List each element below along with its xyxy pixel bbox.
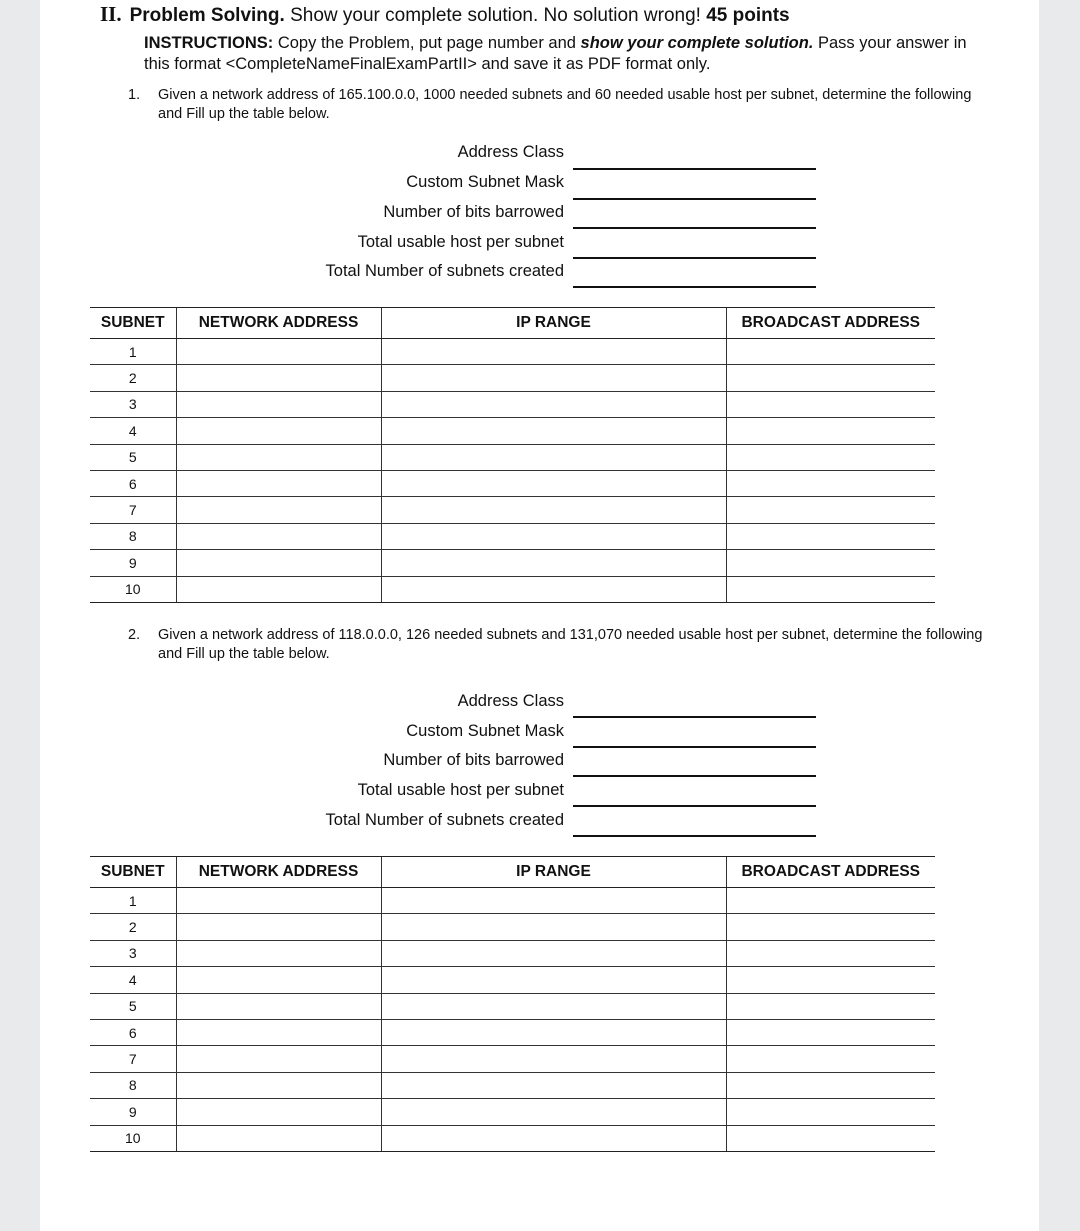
broadcast-address-cell[interactable]: [726, 550, 935, 576]
network-address-cell[interactable]: [176, 391, 381, 417]
answer-blank[interactable]: [573, 716, 816, 718]
field-custom-subnet-mask: [40, 721, 1039, 751]
field-bits-borrowed: [40, 202, 1039, 232]
field-label: Total usable host per subnet: [357, 233, 564, 251]
network-address-cell[interactable]: [176, 470, 381, 496]
instructions-text-1: Copy the Problem, put page number and: [277, 34, 576, 52]
ip-range-cell[interactable]: [381, 967, 726, 993]
header-network-address: NETWORK ADDRESS: [176, 308, 381, 339]
subnet-number: 8: [90, 1072, 176, 1098]
network-address-cell[interactable]: [176, 365, 381, 391]
ip-range-cell[interactable]: [381, 550, 726, 576]
header-subnet: SUBNET: [90, 308, 176, 339]
broadcast-address-cell[interactable]: [726, 523, 935, 549]
field-label: Custom Subnet Mask: [406, 173, 564, 191]
broadcast-address-cell[interactable]: [726, 940, 935, 966]
instructions-text-2: Pass your answer in this format <CompleteNameFinalExamPartII> and save it as PDF format only.: [144, 34, 967, 73]
subnet-number: 1: [90, 888, 176, 914]
subnet-number: 10: [90, 1125, 176, 1151]
table-row: [90, 1072, 935, 1098]
broadcast-address-cell[interactable]: [726, 914, 935, 940]
network-address-cell[interactable]: [176, 1019, 381, 1045]
broadcast-address-cell[interactable]: [726, 339, 935, 365]
table-row: [90, 1046, 935, 1072]
ip-range-cell[interactable]: [381, 1072, 726, 1098]
section-subtitle: Show your complete solution. No solution wrong!: [290, 5, 701, 26]
table-header-row: [90, 857, 935, 888]
header-ip-range: IP RANGE: [381, 308, 726, 339]
field-label: Total Number of subnets created: [325, 811, 564, 829]
table-row: [90, 523, 935, 549]
field-label: Custom Subnet Mask: [406, 722, 564, 740]
table-header-row: [90, 308, 935, 339]
network-address-cell[interactable]: [176, 523, 381, 549]
broadcast-address-cell[interactable]: [726, 365, 935, 391]
broadcast-address-cell[interactable]: [726, 418, 935, 444]
field-label: Total usable host per subnet: [357, 781, 564, 799]
ip-range-cell[interactable]: [381, 914, 726, 940]
header-broadcast-address: BROADCAST ADDRESS: [726, 857, 935, 888]
subnet-table-1: [90, 307, 935, 603]
answer-blank[interactable]: [573, 775, 816, 777]
field-usable-hosts: [40, 232, 1039, 262]
network-address-cell[interactable]: [176, 444, 381, 470]
field-total-subnets: [40, 810, 1039, 840]
subnet-number: 6: [90, 1019, 176, 1045]
ip-range-cell[interactable]: [381, 888, 726, 914]
network-address-cell[interactable]: [176, 888, 381, 914]
header-broadcast-address: BROADCAST ADDRESS: [726, 308, 935, 339]
ip-range-cell[interactable]: [381, 1019, 726, 1045]
field-custom-subnet-mask: [40, 172, 1039, 202]
problem-text: Given a network address of 118.0.0.0, 126 needed subnets and 131,070 needed usable host per subnet, determine the following and Fill up the table below.: [158, 627, 983, 662]
section-numeral: II.: [100, 2, 122, 26]
subnet-number: 3: [90, 940, 176, 966]
problem-text: Given a network address of 165.100.0.0, 1000 needed subnets and 60 needed usable host per subnet, determine the following and Fill up the table below.: [158, 87, 972, 122]
answer-blank[interactable]: [573, 835, 816, 837]
header-network-address: NETWORK ADDRESS: [176, 857, 381, 888]
table-row: [90, 339, 935, 365]
answer-blank[interactable]: [573, 198, 816, 200]
answer-blank[interactable]: [573, 227, 816, 229]
ip-range-cell[interactable]: [381, 1099, 726, 1125]
network-address-cell[interactable]: [176, 418, 381, 444]
network-address-cell[interactable]: [176, 1125, 381, 1151]
table-row: [90, 1099, 935, 1125]
network-address-cell[interactable]: [176, 497, 381, 523]
table-row: [90, 1125, 935, 1151]
network-address-cell[interactable]: [176, 967, 381, 993]
table-row: [90, 418, 935, 444]
problem-number: 2.: [128, 627, 141, 643]
table-row: [90, 940, 935, 966]
broadcast-address-cell[interactable]: [726, 1125, 935, 1151]
ip-range-cell[interactable]: [381, 444, 726, 470]
ip-range-cell[interactable]: [381, 993, 726, 1019]
field-label: Address Class: [457, 692, 564, 710]
subnet-number: 6: [90, 470, 176, 496]
ip-range-cell[interactable]: [381, 523, 726, 549]
broadcast-address-cell[interactable]: [726, 576, 935, 602]
broadcast-address-cell[interactable]: [726, 444, 935, 470]
document-page: [40, 0, 1039, 1231]
network-address-cell[interactable]: [176, 550, 381, 576]
ip-range-cell[interactable]: [381, 470, 726, 496]
subnet-number: 3: [90, 391, 176, 417]
field-bits-borrowed: [40, 750, 1039, 780]
subnet-number: 1: [90, 339, 176, 365]
answer-blank[interactable]: [573, 286, 816, 288]
instructions-label: INSTRUCTIONS:: [144, 34, 274, 52]
broadcast-address-cell[interactable]: [726, 1099, 935, 1125]
broadcast-address-cell[interactable]: [726, 993, 935, 1019]
network-address-cell[interactable]: [176, 576, 381, 602]
subnet-number: 10: [90, 576, 176, 602]
ip-range-cell[interactable]: [381, 339, 726, 365]
network-address-cell[interactable]: [176, 993, 381, 1019]
subnet-number: 2: [90, 914, 176, 940]
network-address-cell[interactable]: [176, 1099, 381, 1125]
subnet-number: 5: [90, 993, 176, 1019]
broadcast-address-cell[interactable]: [726, 497, 935, 523]
section-title: Problem Solving.: [129, 5, 285, 26]
instructions: [144, 33, 974, 75]
ip-range-cell[interactable]: [381, 1125, 726, 1151]
subnet-number: 7: [90, 1046, 176, 1072]
table-row: [90, 576, 935, 602]
subnet-number: 5: [90, 444, 176, 470]
table-row: [90, 497, 935, 523]
problem-number: 1.: [128, 87, 141, 103]
table-row: [90, 470, 935, 496]
network-address-cell[interactable]: [176, 339, 381, 365]
broadcast-address-cell[interactable]: [726, 1072, 935, 1098]
table-row: [90, 993, 935, 1019]
answer-blank[interactable]: [573, 805, 816, 807]
answer-blank[interactable]: [573, 746, 816, 748]
broadcast-address-cell[interactable]: [726, 470, 935, 496]
table-row: [90, 444, 935, 470]
table-row: [90, 391, 935, 417]
subnet-number: 9: [90, 550, 176, 576]
subnet-number: 8: [90, 523, 176, 549]
field-address-class: [40, 142, 1039, 172]
field-label: Total Number of subnets created: [325, 262, 564, 280]
network-address-cell[interactable]: [176, 940, 381, 966]
ip-range-cell[interactable]: [381, 497, 726, 523]
ip-range-cell[interactable]: [381, 365, 726, 391]
subnet-number: 4: [90, 967, 176, 993]
field-usable-hosts: [40, 780, 1039, 810]
broadcast-address-cell[interactable]: [726, 1019, 935, 1045]
section-heading: [100, 2, 1000, 28]
network-address-cell[interactable]: [176, 914, 381, 940]
field-label: Address Class: [457, 143, 564, 161]
field-label: Number of bits barrowed: [383, 751, 564, 769]
subnet-number: 9: [90, 1099, 176, 1125]
ip-range-cell[interactable]: [381, 576, 726, 602]
ip-range-cell[interactable]: [381, 940, 726, 966]
field-address-class: [40, 691, 1039, 721]
answer-blank[interactable]: [573, 257, 816, 259]
ip-range-cell[interactable]: [381, 418, 726, 444]
answer-blank[interactable]: [573, 168, 816, 170]
subnet-table-2: [90, 856, 935, 1152]
subnet-number: 2: [90, 365, 176, 391]
table-row: [90, 888, 935, 914]
field-total-subnets: [40, 261, 1039, 291]
table-row: [90, 967, 935, 993]
section-points: 45 points: [706, 5, 790, 26]
field-label: Number of bits barrowed: [383, 203, 564, 221]
broadcast-address-cell[interactable]: [726, 967, 935, 993]
broadcast-address-cell[interactable]: [726, 1046, 935, 1072]
table-row: [90, 1019, 935, 1045]
header-subnet: SUBNET: [90, 857, 176, 888]
instructions-emphasis: show your complete solution.: [580, 34, 814, 52]
table-row: [90, 914, 935, 940]
table-row: [90, 365, 935, 391]
broadcast-address-cell[interactable]: [726, 391, 935, 417]
table-row: [90, 550, 935, 576]
broadcast-address-cell[interactable]: [726, 888, 935, 914]
ip-range-cell[interactable]: [381, 1046, 726, 1072]
subnet-number: 7: [90, 497, 176, 523]
network-address-cell[interactable]: [176, 1072, 381, 1098]
subnet-number: 4: [90, 418, 176, 444]
header-ip-range: IP RANGE: [381, 857, 726, 888]
network-address-cell[interactable]: [176, 1046, 381, 1072]
ip-range-cell[interactable]: [381, 391, 726, 417]
